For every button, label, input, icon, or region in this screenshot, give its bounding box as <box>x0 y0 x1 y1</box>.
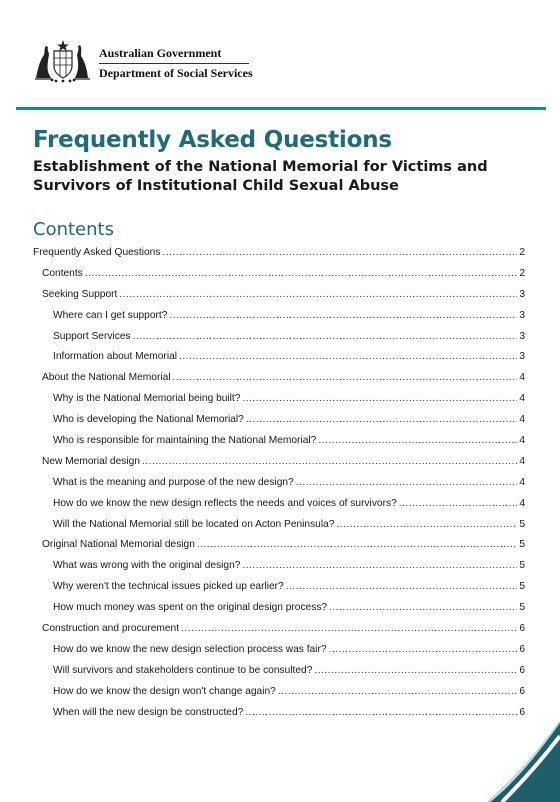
toc-page-number: 6 <box>519 706 525 718</box>
toc-entry[interactable] <box>33 686 525 707</box>
toc-entry[interactable] <box>33 665 525 686</box>
toc-entry-title: When will the new design be constructed? <box>53 706 244 718</box>
toc-leader-dots <box>245 707 517 718</box>
toc-page-number: 3 <box>519 309 525 321</box>
toc-page-number: 5 <box>519 518 525 530</box>
toc-leader-dots <box>329 602 517 613</box>
toc-leader-dots <box>336 519 517 530</box>
toc-page-number: 3 <box>519 288 525 300</box>
toc-entry-title: Who is responsible for maintaining the National Memorial? <box>53 435 317 447</box>
toc-page-number: 2 <box>519 267 525 279</box>
toc-page-number: 6 <box>519 623 525 635</box>
toc-entry-title: How do we know the design won't change again? <box>53 685 276 697</box>
department-name: Department of Social Services <box>99 66 253 80</box>
toc-entry[interactable] <box>33 519 525 540</box>
toc-entry[interactable] <box>33 310 525 331</box>
toc-entry-title: About the National Memorial <box>42 372 171 384</box>
table-of-contents <box>33 247 525 727</box>
toc-entry-title: Support Services <box>53 330 131 342</box>
toc-leader-dots <box>119 289 517 300</box>
toc-leader-dots <box>246 414 517 425</box>
toc-page-number: 5 <box>519 602 525 614</box>
toc-page-number: 4 <box>519 455 525 467</box>
toc-leader-dots <box>296 477 518 488</box>
toc-entry-title: What was wrong with the original design? <box>53 560 241 572</box>
toc-page-number: 4 <box>519 497 525 509</box>
toc-entry[interactable] <box>33 372 525 393</box>
toc-entry[interactable] <box>33 539 525 560</box>
toc-leader-dots <box>197 539 517 550</box>
toc-page-number: 3 <box>519 330 525 342</box>
toc-entry-title: Will the National Memorial still be located on Acton Peninsula? <box>53 518 335 530</box>
toc-leader-dots <box>179 351 517 362</box>
toc-entry[interactable] <box>33 435 525 456</box>
toc-leader-dots <box>142 456 517 467</box>
toc-entry-title: Seeking Support <box>42 288 118 300</box>
toc-entry-title: New Memorial design <box>42 455 140 467</box>
toc-page-number: 4 <box>519 372 525 384</box>
toc-page-number: 6 <box>519 664 525 676</box>
toc-leader-dots <box>399 498 518 509</box>
toc-entry[interactable] <box>33 581 525 602</box>
toc-entry[interactable] <box>33 644 525 665</box>
toc-page-number: 5 <box>519 560 525 572</box>
toc-entry-title: Contents <box>42 267 83 279</box>
toc-page-number: 4 <box>519 435 525 447</box>
toc-entry[interactable] <box>33 707 525 728</box>
toc-entry[interactable] <box>33 247 525 268</box>
toc-entry-title: Will survivors and stakeholders continue to be consulted? <box>53 664 313 676</box>
toc-page-number: 4 <box>519 476 525 488</box>
toc-entry-title: Where can I get support? <box>53 309 168 321</box>
toc-leader-dots <box>318 435 517 446</box>
page-title: Frequently Asked Questions <box>33 127 392 153</box>
toc-leader-dots <box>286 581 518 592</box>
toc-page-number: 6 <box>519 685 525 697</box>
toc-leader-dots <box>169 310 517 321</box>
toc-entry-title: Frequently Asked Questions <box>33 247 161 258</box>
toc-entry-title: How do we know the new design reflects the needs and voices of survivors? <box>53 497 397 509</box>
toc-leader-dots <box>181 623 517 634</box>
toc-entry-title: What is the meaning and purpose of the new design? <box>53 476 294 488</box>
government-logo <box>32 38 262 86</box>
corner-decoration <box>460 722 560 802</box>
coat-of-arms-icon <box>32 38 94 84</box>
toc-leader-dots <box>242 393 517 404</box>
toc-page-number: 5 <box>519 581 525 593</box>
toc-entry[interactable] <box>33 393 525 414</box>
toc-entry[interactable] <box>33 602 525 623</box>
toc-leader-dots <box>314 665 517 676</box>
toc-entry[interactable] <box>33 351 525 372</box>
toc-page-number: 5 <box>519 539 525 551</box>
toc-entry[interactable] <box>33 498 525 519</box>
toc-entry-title: Who is developing the National Memorial? <box>53 414 244 426</box>
toc-entry-title: Why weren't the technical issues picked up earlier? <box>53 581 284 593</box>
toc-entry[interactable] <box>33 268 525 289</box>
toc-entry[interactable] <box>33 560 525 581</box>
toc-page-number: 3 <box>519 351 525 363</box>
contents-heading: Contents <box>33 219 114 240</box>
toc-entry-title: Information about Memorial <box>53 351 178 363</box>
toc-entry-title: Construction and procurement <box>42 623 180 635</box>
toc-entry[interactable] <box>33 289 525 310</box>
toc-leader-dots <box>162 247 517 258</box>
toc-page-number: 6 <box>519 643 525 655</box>
toc-entry-title: How do we know the new design selection process was fair? <box>53 643 327 655</box>
toc-entry-title: How much money was spent on the original design process? <box>53 602 328 614</box>
toc-entry[interactable] <box>33 414 525 435</box>
header-rule <box>16 107 546 110</box>
toc-leader-dots <box>133 331 518 342</box>
logo-divider <box>99 63 249 64</box>
toc-page-number: 2 <box>519 247 525 258</box>
toc-leader-dots <box>242 560 517 571</box>
toc-leader-dots <box>85 268 518 279</box>
toc-entry-title: Why is the National Memorial being built? <box>53 393 241 405</box>
toc-entry[interactable] <box>33 456 525 477</box>
toc-leader-dots <box>278 686 518 697</box>
toc-page-number: 4 <box>519 393 525 405</box>
toc-leader-dots <box>173 372 518 383</box>
toc-entry[interactable] <box>33 331 525 352</box>
page-subtitle: Establishment of the National Memorial for Victims and Survivors of Institutional Child Sexual Abuse <box>33 159 488 194</box>
toc-entry[interactable] <box>33 623 525 644</box>
gov-name: Australian Government <box>99 46 222 60</box>
toc-entry-title: Original National Memorial design <box>42 539 195 551</box>
toc-page-number: 4 <box>519 414 525 426</box>
toc-entry[interactable] <box>33 477 525 498</box>
toc-leader-dots <box>329 644 518 655</box>
